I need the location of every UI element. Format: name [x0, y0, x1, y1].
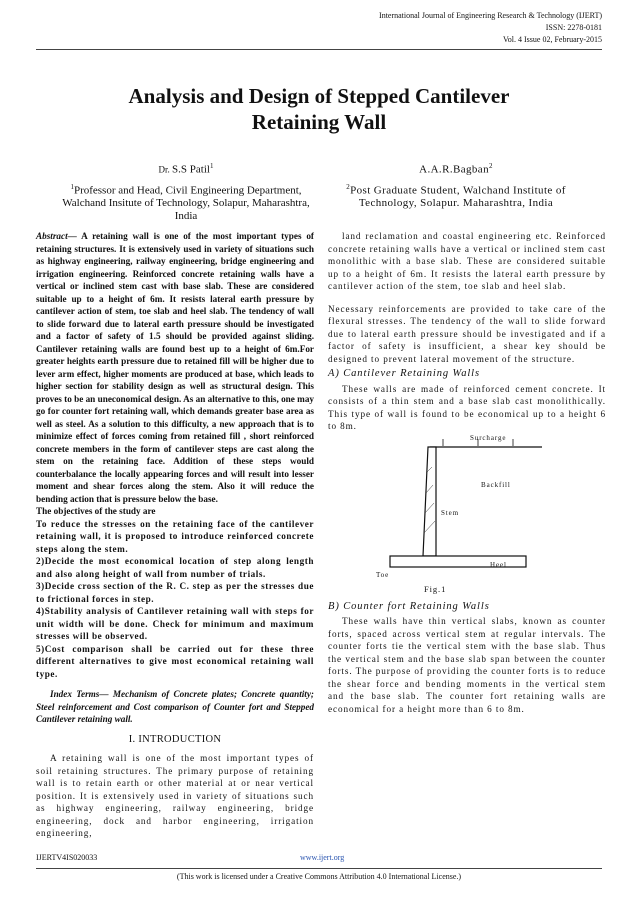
label-surcharge: Surcharge: [470, 433, 507, 442]
left-column: [36, 230, 314, 840]
objective-item: 4)Stability analysis of Cantilever retaining wall with steps for unit width will be done. Check for minimum and maximum stresses will be observed.: [36, 606, 314, 641]
figure-retaining-wall: [328, 433, 606, 598]
title-line-1: Analysis and Design of Stepped Cantilever: [128, 84, 510, 108]
objectives-heading: The objectives of the study are: [36, 506, 156, 516]
running-header: [379, 10, 602, 46]
author-affiliation: $^2$Post Graduate Student, Walchand Institute of Technology, Solapur. Maharashtra, India: [346, 182, 566, 210]
author-block-1: [56, 160, 316, 223]
title-line-2: Retaining Wall: [251, 110, 387, 134]
paragraph: Necessary reinforcements are provided to take care of the flexural stresses. The tendency of the wall to slide forward due to lateral earth pressure should be investigated and if a factor of safety is insufficient, a shear key should be designed to prevent lateral movement of the structure.: [328, 303, 606, 364]
objective-item: 3)Decide cross section of the R. C. step as per the stresses due to frictional forces in step.: [36, 581, 314, 604]
author-name: Dr. S.S Patil$^1$: [158, 162, 214, 176]
paper-id: IJERTV4IS020033: [36, 853, 98, 862]
section-heading-introduction: I. INTRODUCTION: [128, 733, 222, 745]
journal-issn: ISSN: 2278-0181: [545, 23, 602, 32]
author-block-2: [330, 160, 582, 210]
paper-title: [36, 83, 602, 135]
journal-volume: Vol. 4 Issue 02, February-2015: [503, 35, 602, 44]
objective-item: To reduce the stresses on the retaining face of the cantilever retaining wall, it is proposed to introduce reinforced concrete steps along the stem.: [36, 518, 314, 554]
figure-caption: Fig.1: [424, 583, 447, 594]
objective-item: 2)Decide the most economical location of step along length and also along height of wall from number of trials.: [36, 556, 314, 579]
label-toe: Toe: [376, 570, 390, 579]
license-note: (This work is licensed under a Creative Commons Attribution 4.0 International License.): [176, 872, 462, 881]
intro-paragraph: A retaining wall is one of the most important types of soil retaining structures. The primary purpose of retaining wall is to retain earth or other material at or near vertical position. It is extensively used in variety of situations such as highway engineering, railway engineering, bridge engineering, dock and harbor engineering, irrigation engineering,: [36, 753, 314, 838]
header-rule: [36, 49, 602, 50]
paragraph: These walls are made of reinforced cement concrete. It consists of a thin stem and a base slab cast monolithically. This type of wall is found to be economical up to a height 6 to 8m.: [328, 383, 606, 431]
objective-item: 5)Cost comparison shall be carried out for these three different alternatives to give most economical retaining wall type.: [36, 643, 314, 679]
journal-url[interactable]: www.ijert.org: [300, 853, 345, 862]
label-backfill: Backfill: [481, 480, 511, 489]
abstract: Abstract— A retaining wall is one of the most important types of retaining structures. It is extensively used in variety of situations such as highway engineering, railway engineering, bridge engineering and irrigation engineering. Reinforced concrete retaining walls have a vertical or inclined stem cast with base slab. These are considered suitable up to a height of 6m. It resists lateral earth pressure by cantilever action of stem, toe slab and heel slab. The tendency of wall to slide forward due to lateral earth pressure should be investigated and a factor of safety of 1.5 should be provided against sliding. Cantilever retaining walls are found best up to a height of 6m.For greater heights earth pressure due to retained fill will be higher due to lever arm effect, higher moments are produced at base, which leads to higher section for stability design as well as structural design. This proves to be an uneconomical design. As an alternative to this, one may go for counter fort retaining wall, which demands greater base area as well as steel. As a solution to this difficulty, a new approach that is to minimize effect of forces coming from retained fill , short reinforced concrete members in the form of cantilever steps are cast along the stem on the retaining face. Addition of these steps would counterbalance the locally appearing forces and will result into lesser moment and shear forces along the stem. Also it will reduce the bending action that is pressure below the base.: [36, 231, 315, 504]
author-affiliation: $^1$Professor and Head, Civil Engineering Department, Walchand Insitute of Technology, Solapur, Maharashtra, India: [62, 182, 310, 223]
right-column: [328, 230, 606, 715]
subsection-heading-cantilever: A) Cantilever Retaining Walls: [328, 368, 480, 379]
paragraph: land reclamation and coastal engineering etc. Reinforced concrete retaining walls have a vertical or inclined stem cast monolithic with a base slab. These are considered suitable up to a height of 6m. It resists the lateral earth pressure by cantilever action of the stem, toe slab and heel slab.: [328, 231, 606, 291]
retaining-wall-diagram: [328, 433, 606, 598]
footer-rule: [36, 868, 602, 869]
paragraph: These walls have thin vertical slabs, known as counter forts, spaced across vertical stem at regular intervals. The counter forts tie the vertical stem with the base slab. Thus the vertical stem and the base slab span between the counter forts. The purpose of providing the counter forts is to reduce the shear force and bending moments in the vertical stem and the base slab. The counter fort retaining walls are economical for a height more than 6 to 8m.: [328, 616, 606, 714]
index-terms: Index Terms— Mechanism of Concrete plates; Concrete quantity; Steel reinforcement and Cost comparison of Counter fort and Stepped Cantilever retaining wall.: [36, 689, 314, 724]
subsection-heading-counterfort: B) Counter fort Retaining Walls: [328, 600, 490, 612]
journal-name: International Journal of Engineering Research & Technology (IJERT): [379, 11, 602, 20]
author-name: A.A.R.Bagban$^2$: [419, 162, 493, 176]
label-stem: Stem: [441, 508, 459, 517]
stem-shape: [423, 447, 436, 556]
label-heel: Heel: [490, 560, 507, 569]
